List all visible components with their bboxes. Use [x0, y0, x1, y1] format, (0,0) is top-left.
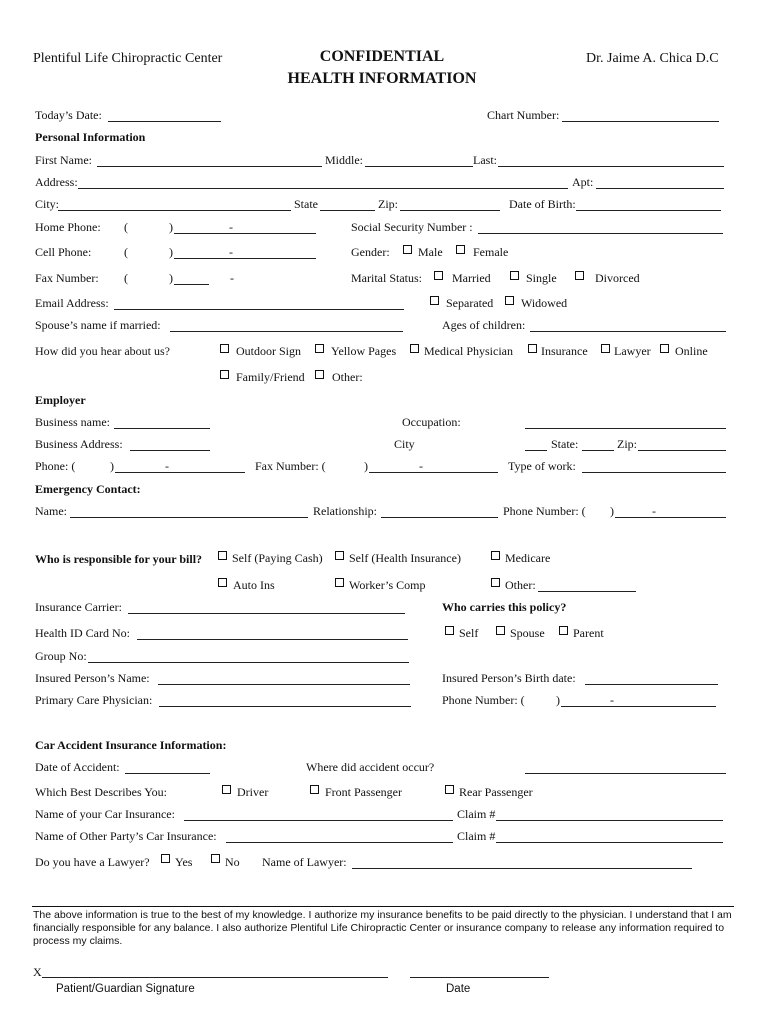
- business-name-label: Business name:: [35, 415, 110, 429]
- insured-name-field[interactable]: [158, 684, 410, 685]
- hear-about-label: How did you hear about us?: [35, 344, 170, 358]
- insured-name-label: Insured Person’s Name:: [35, 671, 150, 685]
- other-payer-checkbox[interactable]: [491, 578, 500, 587]
- online-label: Online: [675, 344, 708, 358]
- separated-checkbox[interactable]: [430, 296, 439, 305]
- accident-date-field[interactable]: [125, 773, 210, 774]
- medicare-checkbox[interactable]: [491, 551, 500, 560]
- chart-number-field[interactable]: [562, 121, 719, 122]
- divorced-checkbox[interactable]: [575, 271, 584, 280]
- married-checkbox[interactable]: [434, 271, 443, 280]
- zip-label: Zip:: [378, 197, 398, 211]
- first-name-field[interactable]: [97, 166, 322, 167]
- lawyer-name-field[interactable]: [352, 868, 692, 869]
- emergency-name-label: Name:: [35, 504, 67, 518]
- yellow-pages-label: Yellow Pages: [331, 344, 397, 358]
- group-no-label: Group No:: [35, 649, 87, 663]
- insurance-checkbox[interactable]: [528, 344, 537, 353]
- family-friend-checkbox[interactable]: [220, 370, 229, 379]
- pcp-label: Primary Care Physician:: [35, 693, 153, 707]
- lawyer-no-label: No: [225, 855, 240, 869]
- state-label: State: [294, 197, 318, 211]
- driver-label: Driver: [237, 785, 269, 799]
- employer-zip-label: Zip:: [617, 437, 637, 451]
- group-no-field[interactable]: [88, 662, 409, 663]
- emergency-phone-field[interactable]: [615, 517, 726, 518]
- insured-birth-field[interactable]: [585, 684, 718, 685]
- city-field[interactable]: [58, 210, 291, 211]
- policy-parent-checkbox[interactable]: [559, 626, 568, 635]
- gender-label: Gender:: [351, 245, 390, 259]
- first-name-label: First Name:: [35, 153, 92, 167]
- female-checkbox[interactable]: [456, 245, 465, 254]
- employer-phone-field[interactable]: [115, 472, 245, 473]
- type-of-work-field[interactable]: [582, 472, 726, 473]
- health-id-field[interactable]: [137, 639, 408, 640]
- policy-spouse-label: Spouse: [510, 626, 545, 640]
- ages-children-field[interactable]: [530, 331, 726, 332]
- home-phone-field[interactable]: [174, 233, 316, 234]
- employer-state-field[interactable]: [582, 450, 614, 451]
- other-payer-label: Other:: [505, 578, 536, 592]
- pcp-phone-field[interactable]: [561, 706, 716, 707]
- employer-phone-label: Phone: (: [35, 459, 76, 473]
- online-checkbox[interactable]: [660, 344, 669, 353]
- accident-date-label: Date of Accident:: [35, 760, 120, 774]
- car-accident-heading: Car Accident Insurance Information:: [35, 738, 227, 752]
- cell-phone-label: Cell Phone:: [35, 245, 92, 259]
- doctor-name: Dr. Jaime A. Chica D.C: [586, 51, 719, 66]
- outdoor-sign-checkbox[interactable]: [220, 344, 229, 353]
- zip-field[interactable]: [400, 210, 500, 211]
- signature-x-mark: X: [33, 965, 42, 979]
- email-label: Email Address:: [35, 296, 109, 310]
- who-carries-label: Who carries this policy?: [442, 600, 567, 614]
- self-cash-checkbox[interactable]: [218, 551, 227, 560]
- emergency-heading: Emergency Contact:: [35, 482, 141, 496]
- dob-field[interactable]: [576, 210, 721, 211]
- employer-state-label: State:: [551, 437, 579, 451]
- workers-comp-label: Worker’s Comp: [349, 578, 426, 592]
- last-name-label: Last:: [473, 153, 497, 167]
- insurance-label: Insurance: [541, 344, 588, 358]
- footer-divider: [32, 906, 734, 907]
- family-friend-label: Family/Friend: [236, 370, 305, 384]
- relationship-field[interactable]: [381, 517, 498, 518]
- workers-comp-checkbox[interactable]: [335, 578, 344, 587]
- employer-fax-field[interactable]: [369, 472, 498, 473]
- employer-fax-dash: -: [419, 459, 423, 473]
- ssn-field[interactable]: [478, 233, 723, 234]
- form-title-line2: HEALTH INFORMATION: [287, 70, 477, 87]
- clinic-name: Plentiful Life Chiropractic Center: [33, 51, 223, 66]
- separated-label: Separated: [446, 296, 494, 310]
- other-payer-field[interactable]: [538, 591, 636, 592]
- type-of-work-label: Type of work:: [508, 459, 576, 473]
- self-cash-label: Self (Paying Cash): [232, 551, 323, 565]
- have-lawyer-label: Do you have a Lawyer?: [35, 855, 150, 869]
- accident-location-field[interactable]: [525, 773, 726, 774]
- fax-number-field[interactable]: [174, 284, 209, 285]
- male-label: Male: [418, 245, 443, 259]
- employer-phone-paren-close: ): [110, 459, 114, 473]
- claim-label: Claim #: [457, 807, 496, 821]
- pcp-phone-paren-close: ): [556, 693, 560, 707]
- front-passenger-checkbox[interactable]: [310, 785, 319, 794]
- lawyer-label: Lawyer: [614, 344, 651, 358]
- other-claim-field[interactable]: [496, 842, 723, 843]
- business-name-field[interactable]: [114, 428, 210, 429]
- pcp-phone-label: Phone Number: (: [442, 693, 525, 707]
- yellow-pages-checkbox[interactable]: [315, 344, 324, 353]
- front-passenger-label: Front Passenger: [325, 785, 402, 799]
- married-label: Married: [452, 271, 491, 285]
- lawyer-yes-label: Yes: [175, 855, 193, 869]
- widowed-checkbox[interactable]: [505, 296, 514, 305]
- ages-children-label: Ages of children:: [442, 318, 526, 332]
- apt-label: Apt:: [572, 175, 594, 189]
- todays-date-field[interactable]: [108, 121, 221, 122]
- auto-ins-checkbox[interactable]: [218, 578, 227, 587]
- lawyer-checkbox[interactable]: [601, 344, 610, 353]
- accident-location-label: Where did accident occur?: [306, 760, 435, 774]
- outdoor-sign-label: Outdoor Sign: [236, 344, 302, 358]
- cell-phone-dash: -: [229, 245, 233, 259]
- policy-self-label: Self: [459, 626, 479, 640]
- employer-zip-field[interactable]: [638, 450, 726, 451]
- spouse-name-field[interactable]: [170, 331, 403, 332]
- policy-spouse-checkbox[interactable]: [496, 626, 505, 635]
- marital-status-label: Marital Status:: [351, 271, 422, 285]
- other-source-label: Other:: [332, 370, 363, 384]
- car-insurance-field[interactable]: [184, 820, 453, 821]
- spouse-name-label: Spouse’s name if married:: [35, 318, 161, 332]
- lawyer-name-label: Name of Lawyer:: [262, 855, 347, 869]
- address-field[interactable]: [78, 188, 568, 189]
- employer-fax-paren-close: ): [364, 459, 368, 473]
- insurance-carrier-field[interactable]: [128, 613, 405, 614]
- email-field[interactable]: [114, 309, 404, 310]
- home-phone-paren-close: ): [169, 220, 173, 234]
- home-phone-paren-open: (: [124, 220, 128, 234]
- employer-heading: Employer: [35, 393, 86, 407]
- middle-name-field[interactable]: [365, 166, 473, 167]
- single-checkbox[interactable]: [510, 271, 519, 280]
- authorization-statement: The above information is true to the best of my knowledge. I authorize my insurance benefits to be paid directly to the physician. I understand that I am financially responsible for any balance. I also authorize Plentiful Life Chiropractic Center or insurance company to release any information required to process my claims.: [33, 909, 732, 947]
- single-label: Single: [526, 271, 557, 285]
- health-id-label: Health ID Card No:: [35, 626, 130, 640]
- business-address-field[interactable]: [130, 450, 210, 451]
- insurance-carrier-label: Insurance Carrier:: [35, 600, 122, 614]
- cell-phone-paren-close: ): [169, 245, 173, 259]
- bill-responsible-label: Who is responsible for your bill?: [35, 552, 203, 566]
- other-claim-label: Claim #: [457, 829, 496, 843]
- fax-number-label: Fax Number:: [35, 271, 99, 285]
- signature-label: Patient/Guardian Signature: [56, 983, 195, 995]
- employer-fax-label: Fax Number: (: [255, 459, 326, 473]
- employer-city-field[interactable]: [525, 450, 547, 451]
- insured-birth-label: Insured Person’s Birth date:: [442, 671, 576, 685]
- ssn-label: Social Security Number :: [351, 220, 473, 234]
- pcp-phone-dash: -: [610, 693, 614, 707]
- auto-ins-label: Auto Ins: [233, 578, 275, 592]
- home-phone-dash: -: [229, 220, 233, 234]
- female-label: Female: [473, 245, 509, 259]
- todays-date-label: Today’s Date:: [35, 108, 102, 122]
- state-field[interactable]: [320, 210, 375, 211]
- medical-physician-checkbox[interactable]: [410, 344, 419, 353]
- dob-label: Date of Birth:: [509, 197, 576, 211]
- widowed-label: Widowed: [521, 296, 568, 310]
- middle-name-label: Middle:: [325, 153, 363, 167]
- claim-field[interactable]: [496, 820, 723, 821]
- employer-phone-dash: -: [165, 459, 169, 473]
- lawyer-yes-checkbox[interactable]: [161, 854, 170, 863]
- employer-city-label: City: [394, 437, 415, 451]
- rear-passenger-label: Rear Passenger: [459, 785, 533, 799]
- chart-number-label: Chart Number:: [487, 108, 560, 122]
- occupation-field[interactable]: [525, 428, 726, 429]
- medical-physician-label: Medical Physician: [424, 344, 513, 358]
- self-insurance-checkbox[interactable]: [335, 551, 344, 560]
- policy-parent-label: Parent: [573, 626, 604, 640]
- male-checkbox[interactable]: [403, 245, 412, 254]
- lawyer-no-checkbox[interactable]: [211, 854, 220, 863]
- address-label: Address:: [35, 175, 78, 189]
- cell-phone-paren-open: (: [124, 245, 128, 259]
- car-insurance-label: Name of your Car Insurance:: [35, 807, 175, 821]
- city-label: City:: [35, 197, 60, 211]
- divorced-label: Divorced: [595, 271, 640, 285]
- last-name-field[interactable]: [498, 166, 724, 167]
- driver-checkbox[interactable]: [222, 785, 231, 794]
- self-insurance-label: Self (Health Insurance): [349, 551, 461, 565]
- fax-dash: -: [230, 271, 234, 285]
- business-address-label: Business Address:: [35, 437, 123, 451]
- occupation-label: Occupation:: [402, 415, 461, 429]
- cell-phone-field[interactable]: [174, 258, 316, 259]
- emergency-phone-paren-close: ): [610, 504, 614, 518]
- personal-info-heading: Personal Information: [35, 130, 146, 144]
- date-label: Date: [446, 983, 471, 995]
- home-phone-label: Home Phone:: [35, 220, 101, 234]
- emergency-phone-dash: -: [652, 504, 656, 518]
- policy-self-checkbox[interactable]: [445, 626, 454, 635]
- other-party-insurance-label: Name of Other Party’s Car Insurance:: [35, 829, 217, 843]
- other-source-checkbox[interactable]: [315, 370, 324, 379]
- which-best-label: Which Best Describes You:: [35, 785, 167, 799]
- signature-date-field[interactable]: [410, 977, 549, 978]
- rear-passenger-checkbox[interactable]: [445, 785, 454, 794]
- emergency-phone-label: Phone Number: (: [503, 504, 586, 518]
- pcp-field[interactable]: [159, 706, 411, 707]
- medicare-label: Medicare: [505, 551, 551, 565]
- form-title-line1: CONFIDENTIAL: [319, 48, 445, 65]
- signature-field[interactable]: [42, 977, 388, 978]
- fax-paren-close: ): [169, 271, 173, 285]
- other-party-insurance-field[interactable]: [226, 842, 453, 843]
- fax-paren-open: (: [124, 271, 128, 285]
- apt-field[interactable]: [596, 188, 724, 189]
- relationship-label: Relationship:: [313, 504, 377, 518]
- emergency-name-field[interactable]: [70, 517, 308, 518]
